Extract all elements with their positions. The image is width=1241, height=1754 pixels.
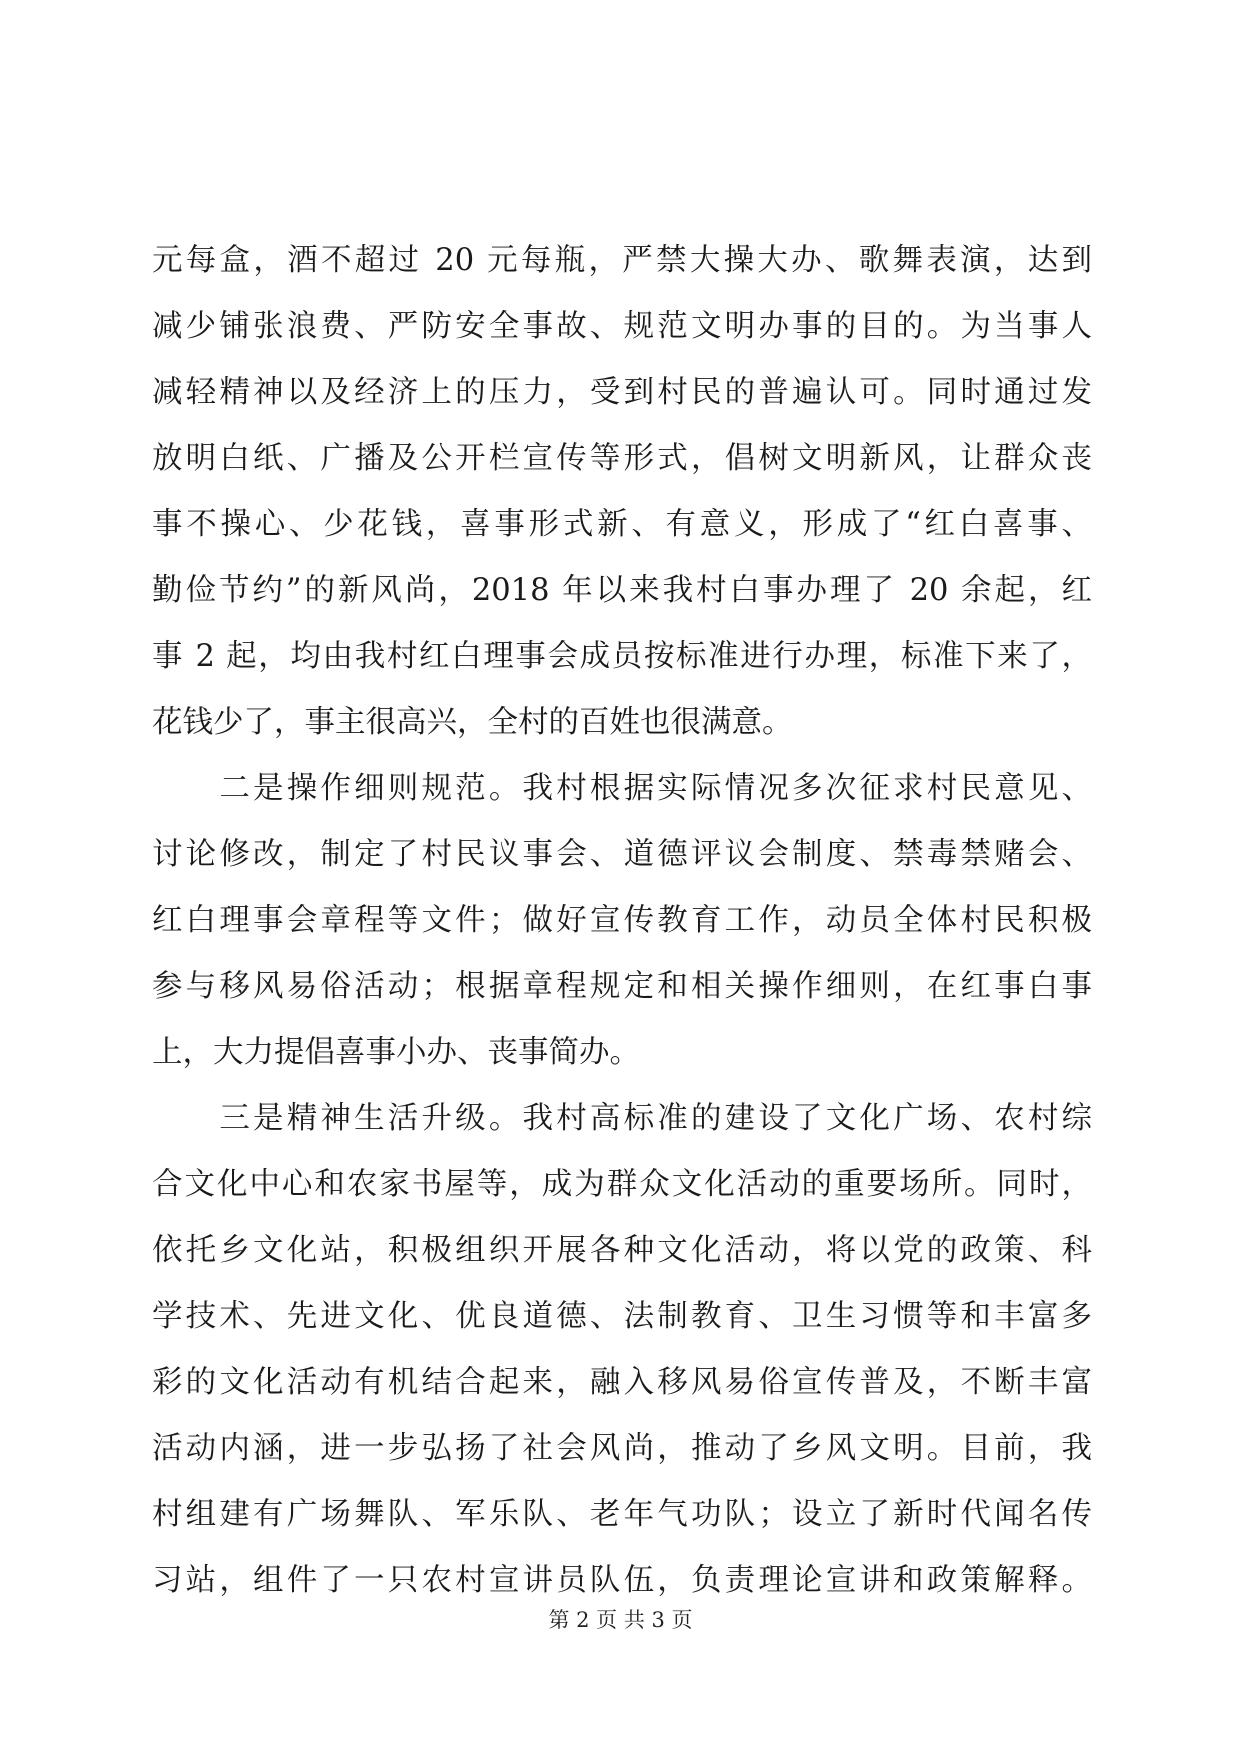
body-text — [152, 228, 1092, 1614]
text-line: 二是操作细则规范。我村根据实际情况多次征求村民意见、 — [152, 771, 1092, 806]
text-line: 参与移风易俗活动；根据章程规定和相关操作细则，在红事白事 — [152, 969, 1092, 1004]
page-footer: 第 2 页 共 3 页 — [548, 1608, 693, 1632]
text-line: 学技术、先进文化、优良道德、法制教育、卫生习惯等和丰富多 — [152, 1299, 1092, 1334]
text-line: 元每盒，酒不超过 20 元每瓶，严禁大操大办、歌舞表演，达到 — [152, 243, 1092, 278]
text-line: 红白理事会章程等文件；做好宣传教育工作，动员全体村民积极 — [152, 903, 1092, 938]
text-line: 活动内涵，进一步弘扬了社会风尚，推动了乡风文明。目前，我 — [152, 1431, 1092, 1466]
text-line: 勤俭节约”的新风尚，2018 年以来我村白事办理了 20 余起，红 — [152, 573, 1092, 608]
text-line: 减少铺张浪费、严防安全事故、规范文明办事的目的。为当事人 — [152, 309, 1092, 344]
text-line: 合文化中心和农家书屋等，成为群众文化活动的重要场所。同时， — [152, 1167, 1092, 1202]
text-line: 村组建有广场舞队、军乐队、老年气功队；设立了新时代闻名传 — [152, 1497, 1092, 1532]
text-line: 讨论修改，制定了村民议事会、道德评议会制度、禁毒禁赌会、 — [152, 837, 1092, 872]
text-line: 减轻精神以及经济上的压力，受到村民的普遍认可。同时通过发 — [152, 375, 1092, 410]
text-line: 依托乡文化站，积极组织开展各种文化活动，将以党的政策、科 — [152, 1233, 1092, 1268]
text-line: 彩的文化活动有机结合起来，融入移风易俗宣传普及，不断丰富 — [152, 1365, 1092, 1400]
text-line: 放明白纸、广播及公开栏宣传等形式，倡树文明新风，让群众丧 — [152, 441, 1092, 476]
text-line: 三是精神生活升级。我村高标准的建设了文化广场、农村综 — [152, 1101, 1092, 1136]
text-line: 习站，组件了一只农村宣讲员队伍，负责理论宣讲和政策解释。 — [152, 1563, 1092, 1598]
text-line: 事不操心、少花钱，喜事形式新、有意义，形成了“红白喜事、 — [152, 507, 1092, 542]
text-line: 事 2 起，均由我村红白理事会成员按标准进行办理，标准下来了， — [152, 639, 1092, 674]
text-line: 花钱少了，事主很高兴，全村的百姓也很满意。 — [152, 705, 793, 740]
text-line: 上，大力提倡喜事小办、丧事简办。 — [152, 1035, 640, 1070]
